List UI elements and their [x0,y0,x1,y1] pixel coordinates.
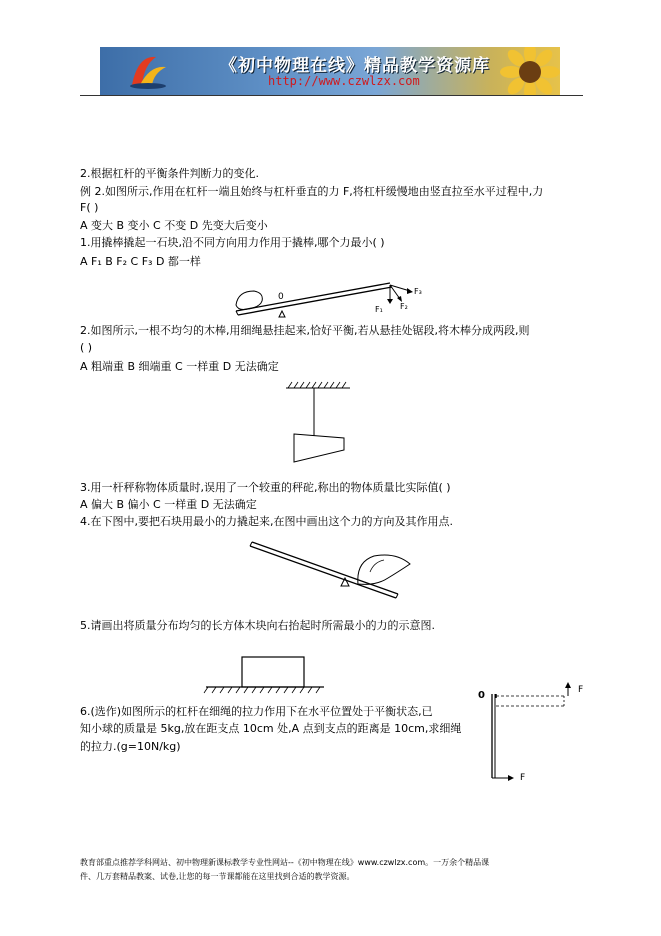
figure-lever-forces [474,678,584,788]
figure-wood-block [200,655,330,695]
question-1: 1.用撬棒撬起一石块,沿不同方向用力作用于撬棒,哪个力最小( ) [80,236,385,249]
question-2: 2.如图所示,一根不均匀的木棒,用细绳悬挂起来,恰好平衡,若从悬挂处锯段,将木棒分成两段,则 [80,324,530,337]
question-5: 5.请画出将质量分布均匀的长方体木块向右抬起时所需最小的力的示意图. [80,619,435,632]
header-divider [80,95,583,96]
fig1-pivot-label: 0 [278,292,284,302]
header-banner [100,47,560,95]
question-2-options: A 粗端重 B 细端重 C 一样重 D 无法确定 [80,360,279,373]
banner-url: http://www.czwlzx.com [268,74,420,88]
figure-crowbar-forces [230,275,440,325]
footer-line-1: 教育部重点推荐学科网站、初中物理新课标教学专业性网站--《初中物理在线》www.czwlzx.com。一万余个精品课 [80,858,490,867]
question-2-paren: ( ) [80,341,93,354]
question-4: 4.在下图中,要把石块用最小的力撬起来,在图中画出这个力的方向及其作用点. [80,515,453,528]
question-3-options: A 偏大 B 偏小 C 一样重 D 无法确定 [80,498,257,511]
logo-icon [126,51,170,91]
example-question-paren: F( ) [80,201,99,214]
fig1-f2-label: F₂ [400,302,408,311]
question-1-options: A F₁ B F₂ C F₃ D 都一样 [80,255,201,268]
figure-lever-stone [248,536,418,606]
question-6-line-1: 6.(选作)如图所示的杠杆在细绳的拉力作用下在水平位置处于平衡状态,已 [80,705,433,718]
example-options: A 变大 B 变小 C 不变 D 先变大后变小 [80,219,268,232]
section-heading: 2.根据杠杆的平衡条件判断力的变化. [80,167,259,180]
question-3: 3.用一杆秤称物体质量时,误用了一个较重的秤砣,称出的物体质量比实际值( ) [80,481,451,494]
banner-title: 《初中物理在线》精品教学资源库 [220,56,490,76]
question-6-line-3: 的拉力.(g=10N/kg) [80,740,181,753]
question-6-line-2: 知小球的质量是 5kg,放在距支点 10cm 处,A 点到支点的距离是 10cm,求细绳 [80,722,462,735]
sunflower-icon [500,47,560,95]
fig1-f3-label: F₃ [414,287,422,296]
figure-hanging-stick [280,378,360,468]
footer-line-2: 件、几万套精品教案、试卷,让您的每一节课都能在这里找到合适的教学资源。 [80,872,355,881]
fig1-f1-label: F₁ [375,305,383,314]
example-question: 例 2.如图所示,作用在杠杆一端且始终与杠杆垂直的力 F,将杠杆缓慢地由竖直拉至水平过程中,力 [80,185,544,198]
fig6-pivot-label: 0 [478,690,485,701]
fig6-f-down-label: F [520,773,526,783]
fig6-f-up-label: F [578,685,584,695]
